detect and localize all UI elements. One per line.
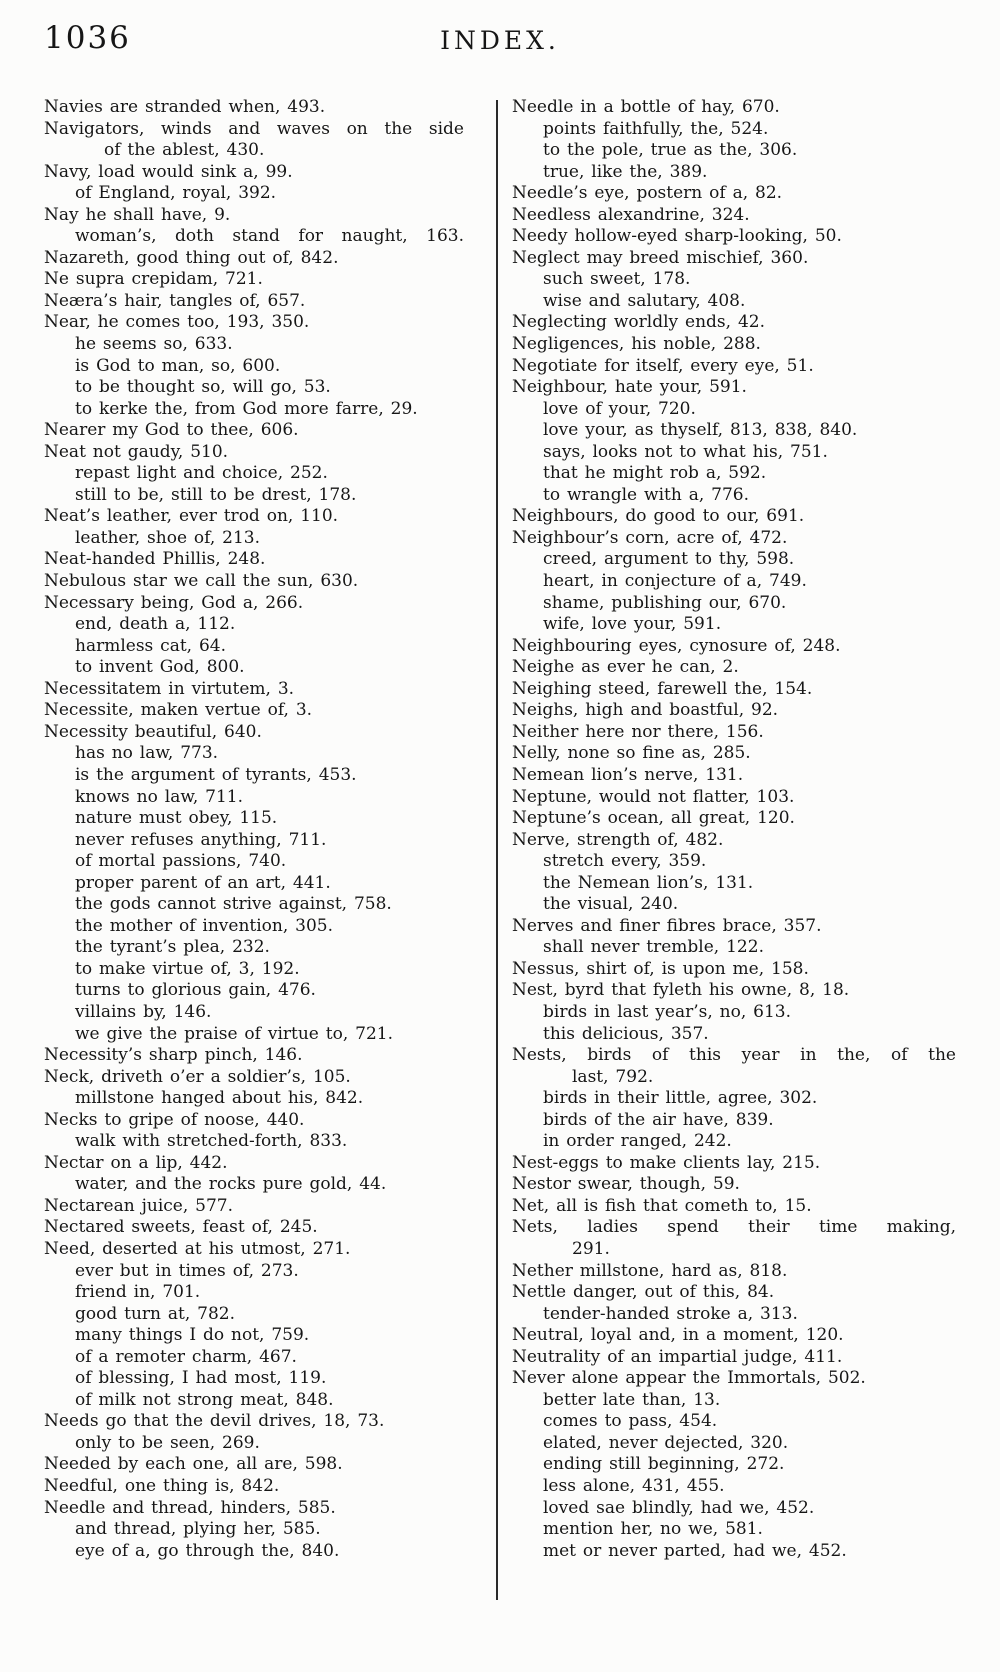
index-entry-line: the tyrant’s plea, 232.	[75, 937, 270, 958]
index-entry-line: Nether millstone, hard as, 818.	[512, 1260, 788, 1281]
index-entry-line: proper parent of an art, 441.	[75, 872, 331, 893]
index-entry-line: to kerke the, from God more farre, 29.	[75, 398, 418, 419]
index-entry-line: Nectared sweets, feast of, 245.	[44, 1217, 318, 1238]
index-entry-line: birds of the air have, 839.	[543, 1109, 774, 1130]
index-entry-line: and thread, plying her, 585.	[75, 1519, 321, 1540]
index-entry-line: says, looks not to what his, 751.	[543, 441, 828, 462]
index-entry-line: Necessity beautiful, 640.	[44, 721, 262, 742]
index-entry-line: of England, royal, 392.	[75, 183, 277, 204]
index-entry-line: Necessary being, God a, 266.	[44, 592, 304, 613]
index-entry-line: water, and the rocks pure gold, 44.	[75, 1174, 387, 1195]
index-entry-line: comes to pass, 454.	[543, 1411, 718, 1432]
index-entry-line: Navy, load would sink a, 99.	[44, 161, 293, 182]
index-entry-line: wise and salutary, 408.	[543, 290, 746, 311]
index-entry-line: mention her, no we, 581.	[543, 1519, 763, 1540]
index-entry-line: Neæra’s hair, tangles of, 657.	[44, 290, 306, 311]
index-entry-line: has no law, 773.	[75, 743, 219, 764]
index-entry-line: many things I do not, 759.	[75, 1325, 310, 1346]
index-column-right	[512, 97, 956, 1562]
index-entry-line: woman’s, doth stand for naught, 163.	[75, 226, 464, 247]
index-entry-line: Nectarean juice, 577.	[44, 1195, 233, 1216]
index-entry-line: love your, as thyself, 813, 838, 840.	[543, 420, 858, 441]
index-entry-line: Nest-eggs to make clients lay, 215.	[512, 1152, 821, 1173]
index-entry-line: in order ranged, 242.	[543, 1131, 732, 1152]
index-entry-line: Never alone appear the Immortals, 502.	[512, 1368, 866, 1389]
index-entry-line: Neck, driveth o’er a soldier’s, 105.	[44, 1066, 351, 1087]
index-entry-line: loved sae blindly, had we, 452.	[543, 1497, 815, 1518]
index-entry-line: is the argument of tyrants, 453.	[75, 764, 357, 785]
index-entry-line: never refuses anything, 711.	[75, 829, 327, 850]
index-entry-line: the visual, 240.	[543, 894, 679, 915]
index-entry-line: Necessite, maken vertue of, 3.	[44, 700, 313, 721]
index-entry-line: Neglect may breed mischief, 360.	[512, 247, 809, 268]
index-entry-line: true, like the, 389.	[543, 161, 708, 182]
index-entry-line: Net, all is fish that cometh to, 15.	[512, 1195, 812, 1216]
index-entry-line: Needy hollow-eyed sharp-looking, 50.	[512, 226, 842, 247]
index-entry-line: Neither here nor there, 156.	[512, 721, 764, 742]
index-entry-line: leather, shoe of, 213.	[75, 527, 260, 548]
index-entry-line: Neighbouring eyes, cynosure of, 248.	[512, 635, 841, 656]
index-entry-line: Needs go that the devil drives, 18, 73.	[44, 1411, 385, 1432]
index-entry-line: wife, love your, 591.	[543, 614, 722, 635]
index-entry-line: love of your, 720.	[543, 398, 696, 419]
index-entry-line: of milk not strong meat, 848.	[75, 1389, 334, 1410]
index-entry-line: nature must obey, 115.	[75, 808, 278, 829]
index-entry-line: knows no law, 711.	[75, 786, 244, 807]
index-entry-line: Need, deserted at his utmost, 271.	[44, 1238, 351, 1259]
index-entry-line: Near, he comes too, 193, 350.	[44, 312, 310, 333]
index-entry-line: is God to man, so, 600.	[75, 355, 281, 376]
index-entry-line: Nettle danger, out of this, 84.	[512, 1282, 775, 1303]
index-entry-line: Neptune’s ocean, all great, 120.	[512, 808, 795, 829]
index-entry-line: to the pole, true as the, 306.	[543, 140, 798, 161]
index-entry-line: Nelly, none so fine as, 285.	[512, 743, 751, 764]
index-entry-line: villains by, 146.	[75, 1001, 212, 1022]
index-entry-line: of blessing, I had most, 119.	[75, 1368, 327, 1389]
index-entry-line: met or never parted, had we, 452.	[543, 1540, 847, 1561]
index-entry-line: end, death a, 112.	[75, 614, 236, 635]
page-title: INDEX.	[440, 26, 560, 55]
index-entry-line: last, 792.	[572, 1066, 654, 1087]
index-entry-line: Negligences, his noble, 288.	[512, 334, 761, 355]
index-entry-line: friend in, 701.	[75, 1282, 201, 1303]
index-column-left	[44, 97, 464, 1562]
index-entry-line: to make virtue of, 3, 192.	[75, 958, 300, 979]
index-entry-line: walk with stretched-forth, 833.	[75, 1131, 348, 1152]
index-entry-line: Nazareth, good thing out of, 842.	[44, 247, 339, 268]
index-entry-line: Nay he shall have, 9.	[44, 204, 231, 225]
index-entry-line: Neat not gaudy, 510.	[44, 441, 229, 462]
index-entry-line: Neighing steed, farewell the, 154.	[512, 678, 813, 699]
index-entry-line: millstone hanged about his, 842.	[75, 1088, 364, 1109]
index-entry-line: we give the praise of virtue to, 721.	[75, 1023, 393, 1044]
index-entry-line: Neat-handed Phillis, 248.	[44, 549, 266, 570]
index-entry-line: creed, argument to thy, 598.	[543, 549, 795, 570]
index-entry-line: Nest, byrd that fyleth his owne, 8, 18.	[512, 980, 850, 1001]
index-entry-line: points faithfully, the, 524.	[543, 118, 769, 139]
index-entry-line: Needed by each one, all are, 598.	[44, 1454, 343, 1475]
index-entry-line: Needle and thread, hinders, 585.	[44, 1497, 336, 1518]
index-entry-line: Negotiate for itself, every eye, 51.	[512, 355, 814, 376]
index-entry-line: Necks to gripe of noose, 440.	[44, 1109, 305, 1130]
index-entry-line: Neptune, would not flatter, 103.	[512, 786, 795, 807]
index-entry-line: eye of a, go through the, 840.	[75, 1540, 340, 1561]
index-entry-line: the mother of invention, 305.	[75, 915, 334, 936]
index-entry-line: stretch every, 359.	[543, 851, 707, 872]
index-entry-line: good turn at, 782.	[75, 1303, 236, 1324]
index-entry-line: Navigators, winds and waves on the side	[44, 118, 464, 139]
index-entry-line: Necessitatem in virtutem, 3.	[44, 678, 295, 699]
index-entry-line: Neighbour, hate your, 591.	[512, 377, 747, 398]
index-entry-line: tender-handed stroke a, 313.	[543, 1303, 798, 1324]
index-entry-line: that he might rob a, 592.	[543, 463, 767, 484]
index-entry-line: Neighbour’s corn, acre of, 472.	[512, 527, 788, 548]
index-entry-line: Navies are stranded when, 493.	[44, 97, 326, 117]
index-entry-line: still to be, still to be drest, 178.	[75, 484, 357, 505]
index-entry-line: birds in their little, agree, 302.	[543, 1088, 818, 1109]
index-entry-line: Ne supra crepidam, 721.	[44, 269, 263, 290]
index-entry-line: elated, never dejected, 320.	[543, 1432, 789, 1453]
index-entry-line: only to be seen, 269.	[75, 1432, 260, 1453]
index-entry-line: heart, in conjecture of a, 749.	[543, 571, 807, 592]
index-entry-line: to be thought so, will go, 53.	[75, 377, 331, 398]
index-entry-line: Needful, one thing is, 842.	[44, 1476, 280, 1496]
index-entry-line: less alone, 431, 455.	[543, 1476, 725, 1496]
index-entry-line: Neighs, high and boastful, 92.	[512, 700, 779, 721]
index-entry-line: Nets, ladies spend their time making,	[512, 1217, 956, 1238]
index-entry-line: birds in last year’s, no, 613.	[543, 1001, 791, 1022]
index-entry-line: shall never tremble, 122.	[543, 937, 764, 958]
index-entry-line: Neighbours, do good to our, 691.	[512, 506, 805, 527]
column-divider-rule	[496, 100, 498, 1600]
index-entry-line: Needless alexandrine, 324.	[512, 204, 750, 225]
index-entry-line: of a remoter charm, 467.	[75, 1346, 297, 1367]
index-entry-line: he seems so, 633.	[75, 334, 233, 355]
index-entry-line: Needle in a bottle of hay, 670.	[512, 97, 780, 117]
index-entry-line: Neglecting worldly ends, 42.	[512, 312, 765, 333]
index-entry-line: Neat’s leather, ever trod on, 110.	[44, 506, 339, 527]
index-entry-line: Nestor swear, though, 59.	[512, 1174, 740, 1195]
index-entry-line: Neighe as ever he can, 2.	[512, 657, 739, 678]
index-entry-line: Nerve, strength of, 482.	[512, 829, 724, 850]
index-entry-line: Needle’s eye, postern of a, 82.	[512, 183, 783, 204]
index-entry-line: Neutral, loyal and, in a moment, 120.	[512, 1325, 844, 1346]
index-entry-line: to wrangle with a, 776.	[543, 484, 749, 505]
index-entry-line: Neutrality of an impartial judge, 411.	[512, 1346, 843, 1367]
index-entry-line: Nests, birds of this year in the, of the	[512, 1045, 956, 1066]
index-entry-line: repast light and choice, 252.	[75, 463, 328, 484]
index-entry-line: turns to glorious gain, 476.	[75, 980, 316, 1001]
index-entry-line: ending still beginning, 272.	[543, 1454, 785, 1475]
index-entry-line: ever but in times of, 273.	[75, 1260, 299, 1281]
index-entry-line: Nemean lion’s nerve, 131.	[512, 764, 744, 785]
index-entry-line: this delicious, 357.	[543, 1023, 709, 1044]
index-entry-line: of the ablest, 430.	[104, 140, 265, 161]
index-entry-line: to invent God, 800.	[75, 657, 245, 678]
index-entry-line: of mortal passions, 740.	[75, 851, 287, 872]
index-entry-line: such sweet, 178.	[543, 269, 691, 290]
index-entry-line: Nearer my God to thee, 606.	[44, 420, 299, 441]
index-entry-line: Nessus, shirt of, is upon me, 158.	[512, 958, 809, 979]
index-entry-line: Necessity’s sharp pinch, 146.	[44, 1045, 303, 1066]
page-number: 1036	[44, 20, 131, 56]
index-entry-line: the gods cannot strive against, 758.	[75, 894, 392, 915]
index-entry-line: harmless cat, 64.	[75, 635, 227, 656]
index-entry-line: Nectar on a lip, 442.	[44, 1152, 228, 1173]
index-entry-line: better late than, 13.	[543, 1389, 721, 1410]
index-entry-line: the Nemean lion’s, 131.	[543, 872, 754, 893]
index-entry-line: 291.	[572, 1238, 610, 1259]
index-entry-line: Nebulous star we call the sun, 630.	[44, 571, 359, 592]
index-entry-line: Nerves and finer fibres brace, 357.	[512, 915, 822, 936]
index-entry-line: shame, publishing our, 670.	[543, 592, 787, 613]
